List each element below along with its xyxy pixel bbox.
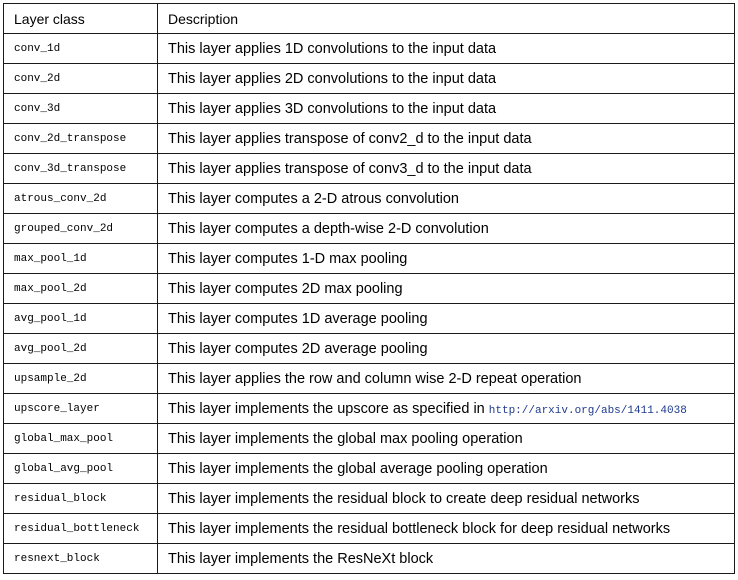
layer-class-cell: conv_3d_transpose xyxy=(4,154,158,184)
table-row xyxy=(4,214,735,244)
description-cell: This layer applies 2D convolutions to the input data xyxy=(158,64,735,94)
layer-class-cell: conv_2d_transpose xyxy=(4,124,158,154)
table-row xyxy=(4,274,735,304)
table-row xyxy=(4,154,735,184)
table-row xyxy=(4,304,735,334)
layer-class-cell: upscore_layer xyxy=(4,394,158,424)
description-cell: This layer applies 1D convolutions to the input data xyxy=(158,34,735,64)
table-row xyxy=(4,394,735,424)
description-cell: This layer computes a depth-wise 2-D convolution xyxy=(158,214,735,244)
layer-class-cell: residual_bottleneck xyxy=(4,514,158,544)
layer-class-cell: avg_pool_2d xyxy=(4,334,158,364)
layer-class-cell: global_max_pool xyxy=(4,424,158,454)
table-row xyxy=(4,334,735,364)
layer-class-cell: grouped_conv_2d xyxy=(4,214,158,244)
layer-class-cell: atrous_conv_2d xyxy=(4,184,158,214)
header-layer-class: Layer class xyxy=(4,4,158,34)
description-cell: This layer implements the global max pooling operation xyxy=(158,424,735,454)
description-cell: This layer implements the ResNeXt block xyxy=(158,544,735,574)
layer-class-cell: max_pool_2d xyxy=(4,274,158,304)
table-row xyxy=(4,244,735,274)
description-cell: This layer applies the row and column wise 2-D repeat operation xyxy=(158,364,735,394)
layer-class-cell: max_pool_1d xyxy=(4,244,158,274)
description-cell xyxy=(158,394,735,424)
layer-class-table xyxy=(3,3,735,574)
layer-class-cell: resnext_block xyxy=(4,544,158,574)
table-row xyxy=(4,544,735,574)
table-row xyxy=(4,94,735,124)
table-header xyxy=(4,4,735,34)
description-cell: This layer applies 3D convolutions to the input data xyxy=(158,94,735,124)
description-cell: This layer computes 2D average pooling xyxy=(158,334,735,364)
description-cell: This layer implements the residual bottleneck block for deep residual networks xyxy=(158,514,735,544)
layer-class-cell: upsample_2d xyxy=(4,364,158,394)
table-row xyxy=(4,364,735,394)
layer-class-cell: conv_2d xyxy=(4,64,158,94)
arxiv-link[interactable]: http://arxiv.org/abs/1411.4038 xyxy=(488,404,687,417)
header-description: Description xyxy=(158,4,735,34)
table-row xyxy=(4,514,735,544)
table-body xyxy=(4,34,735,574)
layer-class-cell: conv_3d xyxy=(4,94,158,124)
table-row xyxy=(4,484,735,514)
table-row xyxy=(4,64,735,94)
header-row xyxy=(4,4,735,34)
description-cell: This layer applies transpose of conv3_d to the input data xyxy=(158,154,735,184)
layer-class-cell: conv_1d xyxy=(4,34,158,64)
description-cell: This layer implements the residual block to create deep residual networks xyxy=(158,484,735,514)
table-row xyxy=(4,34,735,64)
description-text: This layer implements the upscore as specified in xyxy=(168,400,489,417)
description-cell: This layer computes a 2-D atrous convolution xyxy=(158,184,735,214)
description-cell: This layer computes 2D max pooling xyxy=(158,274,735,304)
table-row xyxy=(4,124,735,154)
layer-class-cell: residual_block xyxy=(4,484,158,514)
layer-class-cell: global_avg_pool xyxy=(4,454,158,484)
table-row xyxy=(4,184,735,214)
table-row xyxy=(4,424,735,454)
layer-class-cell: avg_pool_1d xyxy=(4,304,158,334)
description-cell: This layer applies transpose of conv2_d to the input data xyxy=(158,124,735,154)
table-row xyxy=(4,454,735,484)
description-cell: This layer computes 1D average pooling xyxy=(158,304,735,334)
description-cell: This layer computes 1-D max pooling xyxy=(158,244,735,274)
description-cell: This layer implements the global average pooling operation xyxy=(158,454,735,484)
